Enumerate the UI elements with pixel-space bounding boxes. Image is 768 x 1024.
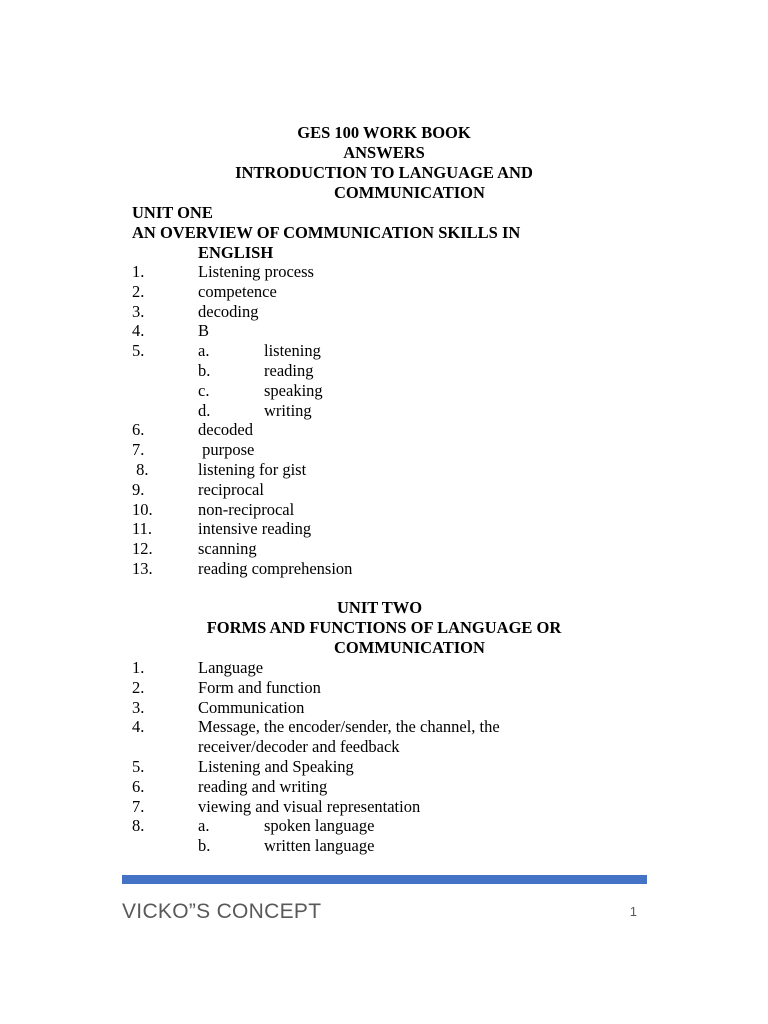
answer-text: Listening and Speaking [198,757,354,776]
answer-text: receiver/decoder and feedback [198,737,400,757]
answer-number: 8. [132,816,145,836]
answer-text: Message, the encoder/sender, the channel, the [198,717,500,737]
answer-number: 7. [132,796,145,816]
answer-text: a. [198,816,210,836]
footer-rule [122,875,647,884]
answer-number: 4. [132,321,145,341]
answer-number: 4. [132,717,145,737]
answer-text: Form and function [198,677,321,697]
answer-text: intensive reading [198,519,312,539]
unit-one-title-line2: ENGLISH [198,243,274,262]
answer-subitem-text: writing [264,400,312,420]
answer-subitem-text: speaking [264,380,323,400]
answer-number: 13. [132,559,153,578]
footer-brand: VICKO”S CONCEPT [122,900,322,923]
answer-number: 12. [132,539,153,559]
answer-text: B [198,321,210,341]
answer-number: 2. [132,281,145,301]
unit-one-label: UNIT ONE [132,203,213,222]
answer-text: b. [198,836,211,856]
answer-number: 1. [132,658,145,677]
unit-two-title-line1: FORMS AND FUNCTIONS OF LANGUAGE OR [206,618,562,637]
answer-text: b. [198,361,211,380]
page-number: 1 [629,904,637,919]
answer-text: reciprocal [198,479,264,499]
answer-number: 7. [132,440,145,460]
answer-text: purpose [198,440,255,460]
answer-number: 5. [132,757,145,776]
answer-text: scanning [198,539,257,559]
answer-text: non-reciprocal [198,499,295,519]
answer-subitem-text: written language [264,836,375,856]
answer-text: d. [198,400,211,420]
answer-subitem-text: reading [264,361,314,380]
answer-number: 9. [132,479,145,499]
answer-text: competence [198,281,277,301]
answer-text: Communication [198,697,305,717]
page-footer [122,900,647,926]
answer-text: viewing and visual representation [198,796,421,816]
unit-two-title-line2: COMMUNICATION [334,638,485,657]
answer-text: Listening process [198,262,314,281]
answer-number: 11. [132,519,153,539]
unit-two-label: UNIT TWO [337,598,423,617]
answer-number: 6. [132,776,145,796]
course-title-line2: COMMUNICATION [334,183,485,202]
answers-heading: ANSWERS [343,143,425,162]
answer-number: 1. [132,262,145,281]
answer-number: 5. [132,341,145,361]
answer-text: reading and writing [198,776,328,796]
answer-text: listening for gist [198,460,307,479]
answer-subitem-text: listening [264,341,321,361]
unit-one-title-line1: AN OVERVIEW OF COMMUNICATION SKILLS IN [132,223,521,242]
course-title-line1: INTRODUCTION TO LANGUAGE AND [235,163,533,182]
answer-number: 10. [132,499,153,519]
answer-number: 6. [132,420,145,440]
answer-number: 3. [132,697,145,717]
workbook-title: GES 100 WORK BOOK [297,123,471,142]
answer-text: c. [198,380,210,400]
answer-number: 8. [132,460,149,479]
answer-text: decoded [198,420,253,440]
answer-number: 3. [132,301,145,321]
answer-text: reading comprehension [198,559,353,578]
answer-text: Language [198,658,264,677]
answer-subitem-text: spoken language [264,816,375,836]
answer-text: a. [198,341,210,361]
answer-number: 2. [132,677,145,697]
answer-text: decoding [198,301,259,321]
